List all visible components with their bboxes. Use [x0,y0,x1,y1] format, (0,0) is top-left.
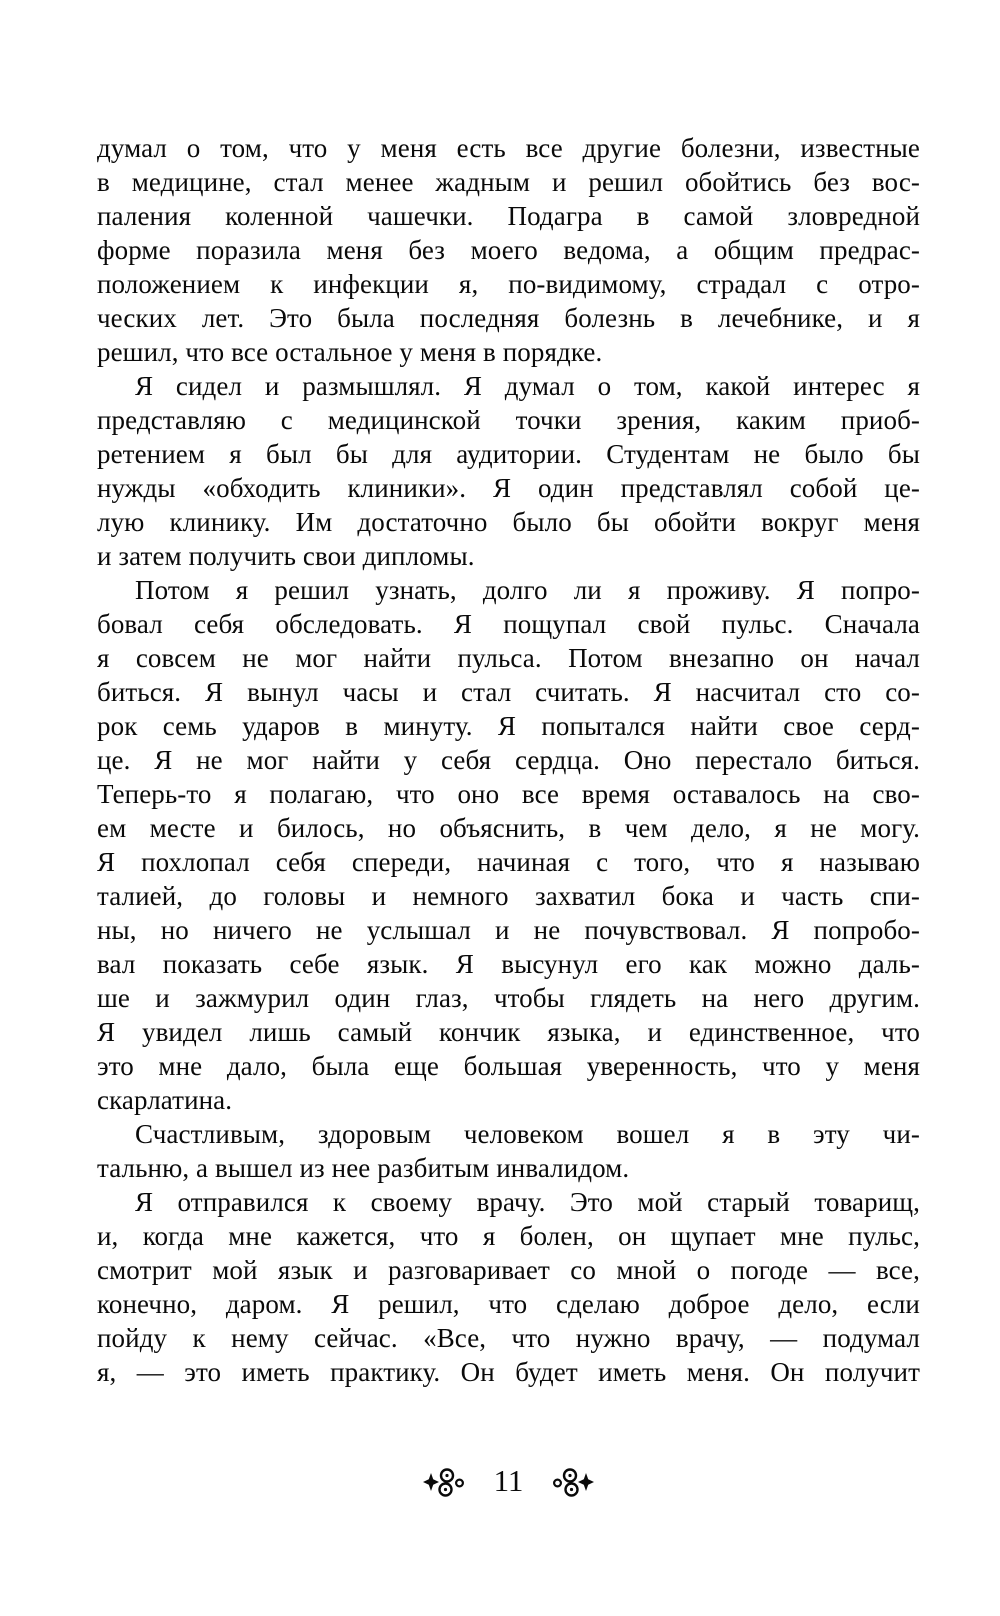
text-line: бовал себя обследовать. Я пощупал свой пульс. Сначала [97,609,920,639]
text-line: тальню, а вышел из нее разбитым инвалидом. [97,1153,630,1183]
text-line: паления коленной чашечки. Подагра в самой зловредной [97,201,920,231]
text-block [97,131,920,1389]
text-line: и затем получить свои дипломы. [97,541,475,571]
text-line: положением к инфекции я, по-видимому, страдал с отро- [97,269,920,299]
text-line: Потом я решил узнать, долго ли я проживу. Я попро- [135,575,920,605]
text-line: я совсем не мог найти пульса. Потом внезапно он начал [97,643,920,673]
text-line: Я сидел и размышлял. Я думал о том, какой интерес я [135,371,920,401]
text-line: рок семь ударов в минуту. Я попытался найти свое серд- [97,711,920,741]
text-line: лую клинику. Им достаточно было бы обойти вокруг меня [97,507,920,537]
page-number: 11 [493,1462,524,1498]
fleuron-left-icon [422,1466,466,1498]
text-line: Я похлопал себя спереди, начиная с того, что я называю [97,847,920,877]
text-line: в медицине, стал менее жадным и решил обойтись без вос- [97,167,920,197]
text-line: биться. Я вынул часы и стал считать. Я насчитал сто со- [97,677,920,707]
text-line: представляю с медицинской точки зрения, каким приоб- [97,405,920,435]
text-line: смотрит мой язык и разговаривает со мной о погоде — все, [97,1255,920,1285]
text-line: это мне дало, была еще большая уверенность, что у меня [97,1051,920,1081]
text-line: пойду к нему сейчас. «Все, что нужно врачу, — подумал [97,1323,920,1353]
text-line: Счастливым, здоровым человеком вошел я в эту чи- [135,1119,920,1149]
text-line: Я отправился к своему врачу. Это мой старый товарищ, [135,1187,920,1217]
text-line: ше и зажмурил один глаз, чтобы глядеть на него другим. [97,983,920,1013]
text-line: и, когда мне кажется, что я болен, он щупает мне пульс, [97,1221,920,1251]
text-line: Теперь-то я полагаю, что оно все время оставалось на сво- [97,779,920,809]
text-line: форме поразила меня без моего ведома, а общим предрас- [97,235,920,265]
text-line: Я увидел лишь самый кончик языка, и единственное, что [97,1017,920,1047]
text-line: конечно, даром. Я решил, что сделаю доброе дело, если [97,1289,920,1319]
text-line: думал о том, что у меня есть все другие болезни, известные [97,133,920,163]
fleuron-right-icon [551,1466,595,1498]
text-line: талией, до головы и немного захватил бока и часть спи- [97,881,920,911]
text-line: ческих лет. Это была последняя болезнь в лечебнике, и я [97,303,920,333]
text-line: я, — это иметь практику. Он будет иметь меня. Он получит [97,1357,920,1387]
text-line: нужды «обходить клиники». Я один представлял собой це- [97,473,920,503]
text-line: ны, но ничего не услышал и не почувствовал. Я попробо- [97,915,920,945]
text-line: вал показать себе язык. Я высунул его как можно даль- [97,949,920,979]
text-line: ем месте и билось, но объяснить, в чем дело, я не могу. [97,813,920,843]
text-line: скарлатина. [97,1085,233,1115]
text-line: це. Я не мог найти у себя сердца. Оно перестало биться. [97,745,920,775]
text-line: ретением я был бы для аудитории. Студентам не было бы [97,439,920,469]
page-footer [97,1458,920,1506]
text-line: решил, что все остальное у меня в порядке. [97,337,603,367]
